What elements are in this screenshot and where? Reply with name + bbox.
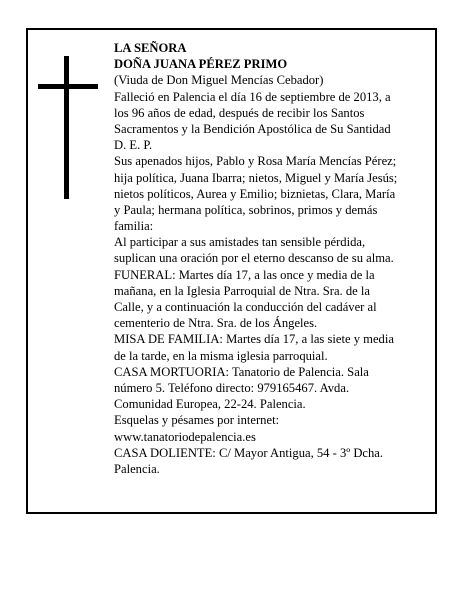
obituary-line: familia: (114, 219, 154, 234)
obituary-line: DOÑA JUANA PÉREZ PRIMO (114, 57, 288, 72)
obituary-line: Comunidad Europea, 22-24. Palencia. (114, 397, 306, 412)
obituary-line: Falleció en Palencia el día 16 de septiembre de 2013, a (114, 89, 391, 104)
obituary-line: mañana, en la Iglesia Parroquial de Ntra. Sra. de la (114, 283, 370, 298)
obituary-line: www.tanatoriodepalencia.es (114, 429, 256, 444)
obituary-line: Calle, y a continuación la conducción del cadáver al (114, 300, 377, 314)
obituary-line: y Paula; hermana política, sobrinos, primos y demás (114, 202, 378, 217)
obituary-line: de la tarde, en la misma iglesia parroquial. (114, 348, 328, 363)
obituary-line: Sus apenados hijos, Pablo y Rosa María Mencías Pérez; (114, 154, 397, 169)
obituary-line: hija política, Juana Ibarra; nietos, Miguel y María Jesús; (114, 170, 398, 185)
obituary-line: CASA MORTUORIA: Tanatorio de Palencia. Sala (114, 364, 369, 379)
cross-vertical-bar (64, 56, 69, 199)
obituary-line: Palencia. (114, 461, 160, 476)
obituary-line: Sacramentos y la Bendición Apostólica de Su Santidad (114, 121, 391, 136)
obituary-line: suplican una oración por el eterno descanso de su alma. (114, 251, 394, 266)
obituary-line: los 96 años de edad, después de recibir los Santos (114, 105, 365, 120)
obituary-line: MISA DE FAMILIA: Martes día 17, a las siete y media (114, 332, 394, 347)
obituary-line: LA SEÑORA (114, 41, 187, 55)
obituary-line: (Viuda de Don Miguel Mencías Cebador) (114, 73, 324, 88)
obituary-line: D. E. P. (114, 138, 153, 153)
obituary-line: FUNERAL: Martes día 17, a las once y media de la (114, 267, 375, 282)
obituary-line: Al participar a sus amistades tan sensible pérdida, (114, 235, 366, 250)
cross-horizontal-bar (38, 84, 98, 89)
obituary-line: nietos políticos, Aurea y Emilio; biznietas, Clara, María (114, 186, 396, 201)
obituary-text (114, 40, 424, 477)
obituary-line: cementerio de Ntra. Sra. de los Ángeles. (114, 316, 318, 331)
obituary-line: número 5. Teléfono directo: 979165467. Avda. (114, 380, 350, 395)
obituary-line: Esquelas y pésames por internet: (114, 413, 280, 428)
obituary-line: CASA DOLIENTE: C/ Mayor Antigua, 54 - 3º Dcha. (114, 445, 384, 460)
